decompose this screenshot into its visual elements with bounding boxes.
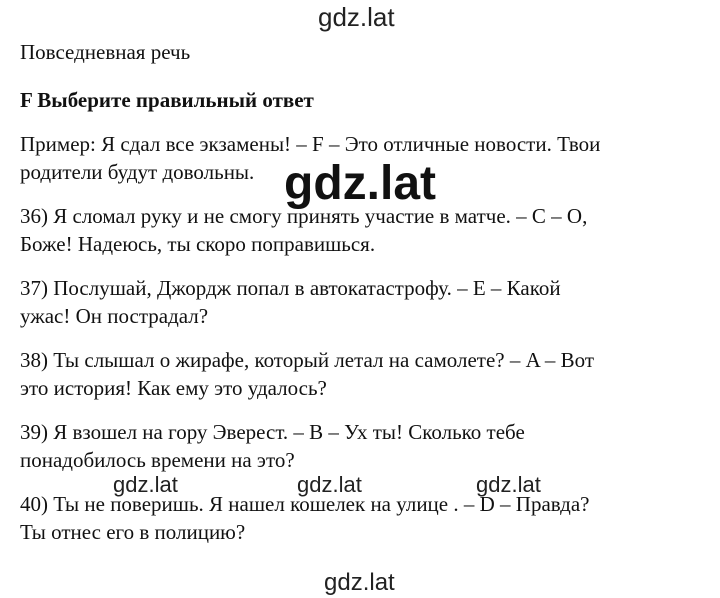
item-line: 36) Я сломал руку и не смогу принять участие в матче. – C – О, xyxy=(20,204,588,228)
exercise-title: F Выберите правильный ответ xyxy=(20,88,314,112)
watermark-center: gdz.lat xyxy=(284,157,436,210)
section-title: Повседневная речь xyxy=(20,40,191,64)
item-line: ужас! Он пострадал? xyxy=(20,304,209,328)
item-line: 38) Ты слышал о жирафе, который летал на самолете? – A – Вот xyxy=(20,348,595,372)
item-line: 37) Послушай, Джордж попал в автокатастрофу. – E – Какой xyxy=(20,276,561,300)
item-line: Пример: Я сдал все экзамены! – F – Это отличные новости. Твои xyxy=(20,132,601,156)
item-line: 39) Я взошел на гору Эверест. – B – Ух ты! Сколько тебе xyxy=(20,420,525,444)
watermark-small: gdz.lat xyxy=(113,472,178,497)
answer-item-38 xyxy=(20,346,710,402)
answer-item-39 xyxy=(20,418,710,474)
watermark-small: gdz.lat xyxy=(297,472,362,497)
watermark-bottom: gdz.lat xyxy=(324,569,395,596)
item-line: это история! Как ему это удалось? xyxy=(20,376,327,400)
answer-item-37 xyxy=(20,274,710,330)
item-line: 40) Ты не поверишь. Я нашел кошелек на улице . – D – Правда? xyxy=(20,492,590,516)
item-line: родители будут довольны. xyxy=(20,160,255,184)
answer-item-40 xyxy=(20,490,710,546)
watermark-top: gdz.lat xyxy=(318,2,395,32)
item-line: понадобилось времени на это? xyxy=(20,448,295,472)
watermark-small: gdz.lat xyxy=(476,472,541,497)
item-line: Ты отнес его в полицию? xyxy=(20,520,246,544)
item-line: Боже! Надеюсь, ты скоро поправишься. xyxy=(20,232,376,256)
